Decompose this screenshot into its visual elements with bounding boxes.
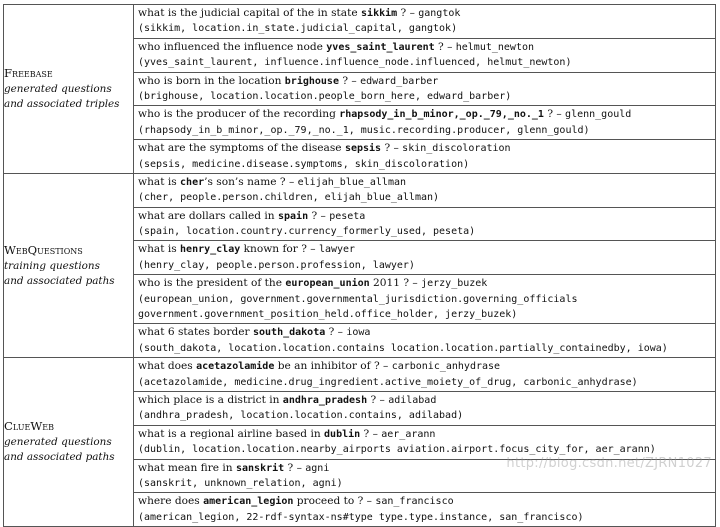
example-item	[134, 459, 715, 493]
triple-line: (sepsis, medicine.disease.symptoms, skin_discoloration)	[138, 158, 470, 170]
section-examples	[134, 358, 716, 527]
topic-entity: south_dakota	[253, 327, 326, 339]
question-text-cont: proceed to ? –	[293, 495, 376, 508]
section-name: WebQuestions	[4, 242, 83, 257]
section-subtitle-line: and associated paths	[4, 451, 115, 464]
section-subtitle-line: and associated paths	[4, 274, 115, 287]
example-item	[134, 207, 715, 241]
question-text: what mean fire in	[138, 461, 236, 474]
answer-entity: elijah_blue_allman	[297, 176, 407, 188]
watermark: http://blog.csdn.net/ZJRN1027	[506, 456, 712, 471]
section-examples	[134, 173, 716, 357]
answer-entity: glenn_gould	[565, 109, 632, 121]
question-line	[138, 107, 715, 122]
topic-entity: spain	[278, 210, 309, 222]
question-line	[138, 393, 715, 408]
question-line	[138, 209, 715, 224]
question-text: what is a regional airline based in	[138, 427, 325, 440]
question-line	[138, 325, 715, 340]
triple-line: (south_dakota, location.location.contains location.location.partially_containedby, iowa)	[138, 342, 668, 354]
section-row	[4, 5, 716, 174]
question-text-cont: ? –	[338, 74, 361, 87]
answer-entity: lawyer	[318, 244, 356, 256]
section-name: ClueWeb	[4, 419, 54, 434]
question-text-cont: ? –	[434, 40, 456, 53]
question-line	[138, 461, 715, 476]
question-text: what is	[138, 243, 181, 256]
question-line	[138, 6, 715, 21]
question-text-cont: ? –	[325, 326, 347, 339]
question-text-cont: ? –	[397, 7, 419, 19]
question-text: which place is a district in	[138, 393, 283, 406]
question-text: what does	[138, 360, 197, 373]
triple-line: (andhra_pradesh, location.location.contains, adilabad)	[138, 410, 464, 422]
answer-entity: edward_barber	[360, 75, 439, 87]
question-text-cont: ? –	[367, 393, 389, 406]
section-name: Freebase	[4, 65, 53, 80]
question-line	[138, 427, 715, 442]
answer-entity: peseta	[329, 210, 366, 222]
question-text-cont: ’s son’s name ? –	[204, 175, 298, 188]
question-line	[138, 141, 715, 156]
topic-entity: acetazolamide	[196, 361, 275, 373]
triple-line: (yves_saint_laurent, influence.influence_node.influenced, helmut_newton)	[138, 57, 572, 69]
example-item	[134, 38, 715, 72]
triple-line: (spain, location.country.currency_formerly_used, peseta)	[138, 226, 476, 238]
question-text-cont: known for ? –	[240, 243, 319, 256]
triple-line: (cher, people.person.children, elijah_blue_allman)	[138, 192, 440, 204]
question-line	[138, 175, 715, 190]
answer-entity: helmut_newton	[455, 41, 535, 53]
section-label	[4, 173, 134, 357]
question-text-cont: ? –	[308, 209, 330, 222]
triple-line: (acetazolamide, medicine.drug_ingredient.active_moiety_of_drug, carbonic_anhydrase)	[138, 376, 638, 388]
question-line	[138, 74, 715, 89]
question-line	[138, 40, 715, 55]
question-text-cont: ? –	[360, 427, 382, 440]
question-text: who is born in the location	[138, 74, 285, 87]
answer-entity: aer_arann	[381, 428, 436, 440]
example-item	[134, 105, 715, 139]
answer-entity: adilabad	[388, 394, 437, 406]
section-label	[4, 358, 134, 527]
topic-entity: brighouse	[284, 75, 339, 87]
example-item	[134, 174, 715, 207]
section-examples	[134, 5, 716, 174]
topic-entity: sanskrit	[236, 462, 285, 474]
example-item	[134, 139, 715, 173]
question-line	[138, 276, 715, 291]
topic-entity: rhapsody_in_b_minor,_op._79,_no._1	[339, 109, 544, 121]
triple-line: (brighouse, location.location.people_born_here, edward_barber)	[138, 90, 512, 102]
answer-entity: iowa	[346, 327, 371, 339]
example-item	[134, 492, 715, 526]
topic-entity: american_legion	[203, 496, 294, 508]
example-item	[134, 274, 715, 323]
question-text: where does	[138, 495, 204, 508]
example-item	[134, 358, 715, 391]
triple-line: (dublin, location.location.nearby_airports aviation.airport.focus_city_for, aer_arann)	[138, 444, 656, 456]
question-line	[138, 494, 715, 509]
section-subtitle-line: and associated triples	[4, 97, 120, 110]
topic-entity: andhra_pradesh	[282, 394, 368, 406]
topic-entity: dublin	[324, 428, 361, 440]
question-text-cont: 2011 ? –	[369, 277, 422, 290]
question-text-cont: ? –	[284, 461, 306, 474]
triple-line: (european_union, government.governmental_jurisdiction.governing_officials	[138, 293, 578, 305]
question-text: what 6 states border	[138, 326, 253, 339]
example-item	[134, 5, 715, 38]
example-item	[134, 240, 715, 274]
section-row	[4, 173, 716, 357]
answer-entity: gangtok	[418, 8, 461, 19]
topic-entity: sikkim	[361, 8, 398, 19]
answer-entity: skin_discoloration	[402, 143, 511, 155]
question-text: who influenced the influence node	[138, 40, 327, 53]
example-item	[134, 425, 715, 459]
question-text: what are the symptoms of the disease	[138, 142, 345, 155]
answer-entity: carbonic_anhydrase	[391, 361, 501, 373]
topic-entity: european_union	[285, 278, 370, 290]
question-text: who is the president of the	[138, 277, 286, 290]
section-label	[4, 5, 134, 174]
section-row	[4, 358, 716, 527]
answer-entity: san_francisco	[375, 496, 454, 508]
question-line	[138, 242, 715, 257]
question-text-cont: ? –	[381, 142, 403, 155]
triple-line: (rhapsody_in_b_minor,_op._79,_no._1, music.recording.producer, glenn_gould)	[138, 124, 590, 136]
answer-entity: agni	[305, 462, 330, 474]
example-item	[134, 391, 715, 425]
section-subtitle-line: generated questions	[4, 436, 112, 449]
triple-line: (american_legion, 22-rdf-syntax-ns#type type.type.instance, san_francisco)	[138, 511, 584, 523]
topic-entity: yves_saint_laurent	[326, 41, 435, 53]
answer-entity: jerzy_buzek	[421, 278, 488, 290]
triple-line: (sanskrit, unknown_relation, agni)	[138, 477, 343, 489]
question-text: what is	[138, 175, 181, 188]
topic-entity: henry_clay	[180, 244, 241, 256]
question-text: who is the producer of the recording	[138, 108, 340, 121]
examples-table	[3, 4, 716, 527]
question-text-cont: ? –	[543, 108, 566, 121]
example-item	[134, 323, 715, 357]
triple-line: (sikkim, location.in_state.judicial_capital, gangtok)	[138, 23, 458, 35]
question-text: what are dollars called in	[138, 209, 278, 222]
section-subtitle-line: training questions	[4, 259, 100, 272]
question-text-cont: be an inhibitor of ? –	[274, 360, 392, 373]
topic-entity: sepsis	[344, 143, 382, 155]
question-text: what is the judicial capital of the in state	[138, 7, 362, 19]
section-subtitle-line: generated questions	[4, 82, 112, 95]
triple-line: (henry_clay, people.person.profession, lawyer)	[138, 259, 415, 271]
example-item	[134, 72, 715, 106]
topic-entity: cher	[180, 176, 205, 188]
triple-line-cont: government.government_position_held.office_holder, jerzy_buzek)	[138, 309, 518, 321]
question-line	[138, 359, 715, 374]
